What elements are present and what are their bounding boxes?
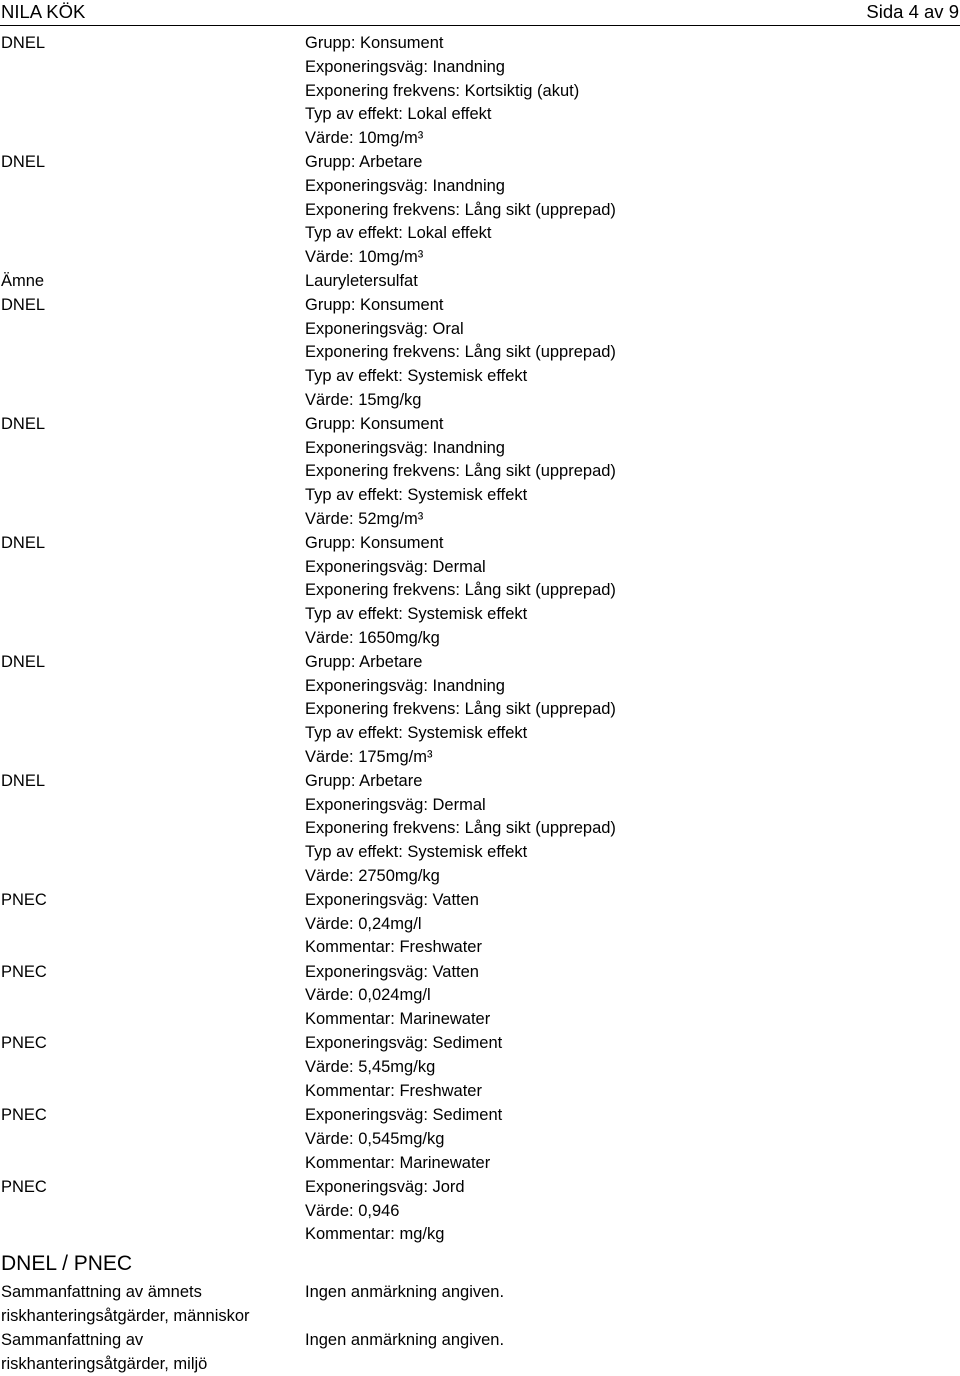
entry-value-line: Grupp: Konsument [305,34,444,52]
entry-label: PNEC [1,890,47,909]
entry-label: Ämne [1,272,45,290]
entry-value-line: Grupp: Konsument [305,414,444,433]
entry-values [305,413,616,532]
entry-value-line: Värde: 15mg/kg [305,390,422,409]
entry-value-line: Värde: 0,946 [305,1201,400,1220]
entry-values [305,1104,502,1175]
entry-value-line: Värde: 0,24mg/l [305,914,422,933]
entry-value-line: Kommentar: mg/kg [305,1225,445,1244]
entry-values [305,1032,502,1103]
entry-value-line: Exponering frekvens: Lång sikt (upprepad) [305,343,616,362]
entry-value-line: Kommentar: Marinewater [305,1010,491,1029]
page-header [0,0,960,26]
entry-value-line: Kommentar: Freshwater [305,1081,482,1100]
entry-value-line: Exponeringsväg: Inandning [305,57,505,76]
entry-value-line: Exponeringsväg: Oral [305,319,464,338]
entry-value-line: Värde: 1650mg/kg [305,628,440,647]
entry-value-line: Typ av effekt: Systemisk effekt [305,724,528,743]
entry-value-line: Exponeringsväg: Dermal [305,795,486,814]
summary-value: Ingen anmärkning angiven. [305,1331,505,1349]
entry-value-line: Grupp: Arbetare [305,153,423,171]
entry-label: DNEL [1,414,46,433]
entry-label: DNEL [1,652,46,671]
entry-value-line: Exponeringsväg: Dermal [305,557,486,576]
entry-label: DNEL [1,34,46,52]
entry-value-line: Exponeringsväg: Inandning [305,176,505,195]
entry-value-line: Värde: 10mg/m³ [305,129,424,148]
entry-values [305,270,418,294]
entry-value-line: Värde: 52mg/m³ [305,509,424,528]
entry-value-line: Exponeringsväg: Inandning [305,676,505,695]
entry-value-line: Typ av effekt: Systemisk effekt [305,843,528,862]
entry-label: PNEC [1,962,47,981]
entry-label: DNEL [1,153,46,171]
entry-value-line: Exponeringsväg: Inandning [305,438,505,457]
entry-value-line: Exponeringsväg: Vatten [305,962,479,981]
entry-label: PNEC [1,1177,47,1196]
entry-value-line: Grupp: Konsument [305,533,444,552]
entry-value-line: Värde: 2750mg/kg [305,866,440,885]
entry-value-line: Exponeringsväg: Sediment [305,1034,503,1053]
summary-label: Sammanfattning av riskhanteringsåtgärder, miljö [1,1331,208,1373]
entry-label: PNEC [1,1034,47,1053]
entry-value-line: Exponeringsväg: Vatten [305,890,479,909]
summary-value: Ingen anmärkning angiven. [305,1283,505,1301]
entry-value-line: Typ av effekt: Lokal effekt [305,105,492,124]
entry-values [305,889,482,960]
entry-values [305,294,616,413]
entry-label: DNEL [1,295,46,314]
entry-value-line: Typ av effekt: Systemisk effekt [305,367,528,386]
section-heading: DNEL / PNEC [1,1252,133,1275]
summary-label: Sammanfattning av ämnets riskhanteringsåtgärder, människor [1,1283,250,1325]
entry-values [305,961,490,1032]
entry-values [305,1176,465,1247]
entry-label: DNEL [1,771,46,790]
entry-label: PNEC [1,1106,47,1125]
entry-value-line: Exponering frekvens: Lång sikt (upprepad) [305,700,616,719]
entry-value-line: Exponering frekvens: Lång sikt (upprepad) [305,581,616,600]
entry-values [305,151,616,270]
entry-value-line: Exponering frekvens: Lång sikt (upprepad) [305,819,616,838]
entry-value-line: Exponering frekvens: Lång sikt (upprepad) [305,462,616,481]
entry-value-line: Värde: 5,45mg/kg [305,1058,436,1077]
entry-value-line: Kommentar: Freshwater [305,938,482,957]
entry-values [305,770,616,889]
entry-value-line: Värde: 175mg/m³ [305,747,433,766]
page-number: Sida 4 av 9 [866,1,959,22]
entry-value-line: Kommentar: Marinewater [305,1153,491,1172]
entry-value-line: Grupp: Arbetare [305,771,423,790]
entry-value-line: Exponeringsväg: Jord [305,1177,465,1196]
entry-values [305,532,616,651]
entry-value-line: Värde: 0,024mg/l [305,986,431,1005]
entry-value-line: Värde: 10mg/m³ [305,248,424,267]
entry-values [305,32,579,151]
entry-value-line: Grupp: Konsument [305,295,444,314]
entry-value-line: Exponeringsväg: Sediment [305,1106,503,1125]
entry-value-line: Exponering frekvens: Lång sikt (upprepad) [305,200,616,219]
entry-value-line: Värde: 0,545mg/kg [305,1129,445,1148]
document-title: NILA KÖK [1,1,86,22]
entry-value-line: Typ av effekt: Lokal effekt [305,224,492,243]
entry-values [305,651,616,770]
entry-label: DNEL [1,533,46,552]
entry-value-line: Exponering frekvens: Kortsiktig (akut) [305,81,580,100]
entry-value-line: Lauryletersulfat [305,272,418,290]
entry-value-line: Grupp: Arbetare [305,652,423,671]
entry-value-line: Typ av effekt: Systemisk effekt [305,605,528,624]
entry-value-line: Typ av effekt: Systemisk effekt [305,486,528,505]
